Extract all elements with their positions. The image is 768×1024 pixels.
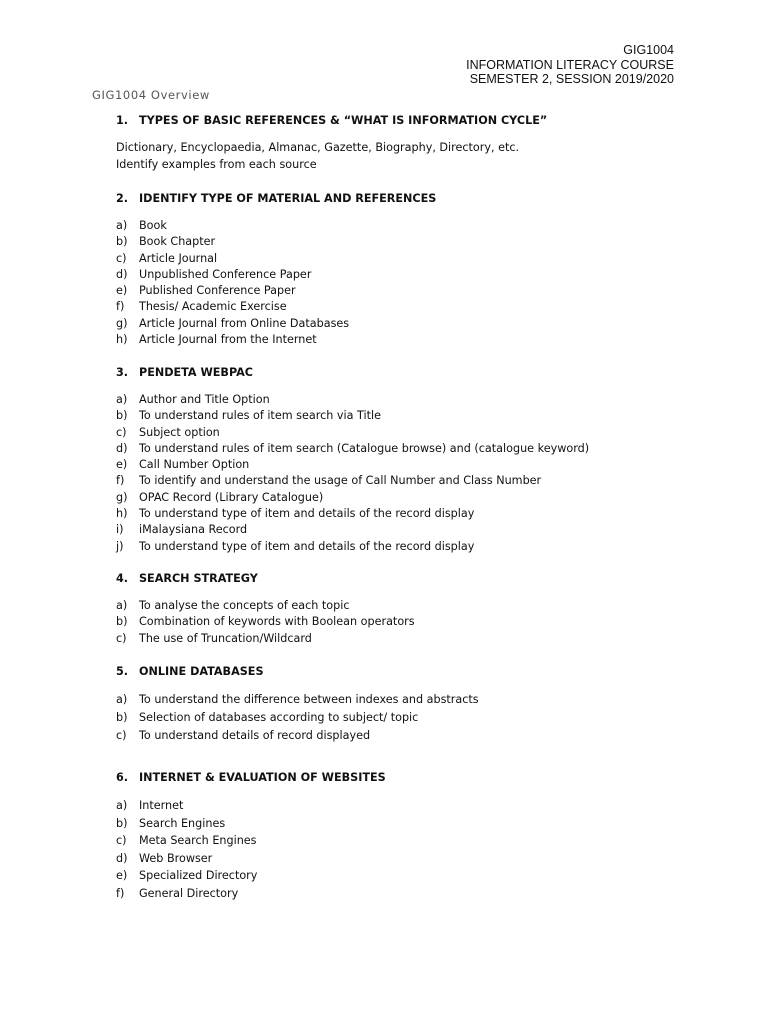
semester-info: SEMESTER 2, SESSION 2019/2020 bbox=[469, 72, 674, 86]
item-letter: d) bbox=[116, 267, 128, 281]
list-item bbox=[116, 283, 436, 299]
list-item bbox=[116, 850, 386, 868]
item-letter: j) bbox=[116, 539, 124, 553]
list-item bbox=[116, 797, 386, 815]
section-heading bbox=[116, 365, 589, 381]
item-letter: g) bbox=[116, 490, 128, 504]
item-letter: c) bbox=[116, 631, 127, 645]
item-text: Specialized Directory bbox=[139, 869, 258, 883]
item-letter: b) bbox=[116, 711, 128, 724]
section-1 bbox=[116, 113, 547, 173]
item-text: To understand type of item and details of the record display bbox=[139, 507, 475, 521]
item-letter: c) bbox=[116, 251, 127, 265]
list-item bbox=[116, 441, 589, 457]
section-title: TYPES OF BASIC REFERENCES & “WHAT IS INFORMATION CYCLE” bbox=[139, 114, 548, 127]
section-title: SEARCH STRATEGY bbox=[139, 572, 258, 585]
item-list bbox=[116, 218, 436, 348]
item-letter: c) bbox=[116, 425, 127, 439]
item-letter: d) bbox=[116, 851, 128, 865]
course-code: GIG1004 bbox=[623, 43, 674, 57]
item-list bbox=[116, 797, 386, 903]
list-item bbox=[116, 490, 589, 506]
list-item bbox=[116, 251, 436, 267]
item-letter: f) bbox=[116, 300, 125, 314]
item-text: To understand rules of item search (Catalogue browse) and (catalogue keyword) bbox=[139, 441, 590, 455]
section-2 bbox=[116, 191, 436, 348]
item-letter: d) bbox=[116, 441, 128, 455]
item-letter: i) bbox=[116, 523, 124, 537]
list-item bbox=[116, 267, 436, 283]
list-item bbox=[116, 425, 589, 441]
item-letter: e) bbox=[116, 284, 128, 298]
item-letter: b) bbox=[116, 615, 128, 629]
item-letter: a) bbox=[116, 693, 128, 706]
item-text: Web Browser bbox=[139, 851, 213, 865]
item-text: Article Journal bbox=[139, 251, 218, 265]
list-item bbox=[116, 332, 436, 348]
section-heading bbox=[116, 770, 386, 786]
section-title: ONLINE DATABASES bbox=[139, 665, 264, 678]
item-letter: f) bbox=[116, 886, 125, 900]
item-letter: f) bbox=[116, 474, 125, 488]
course-name: INFORMATION LITERACY COURSE bbox=[466, 57, 674, 72]
item-text: To analyse the concepts of each topic bbox=[139, 599, 350, 612]
item-text: Selection of databases according to subject/ topic bbox=[139, 711, 419, 724]
item-text: Subject option bbox=[139, 425, 220, 439]
list-item bbox=[116, 506, 589, 522]
list-item bbox=[116, 473, 589, 489]
section-number: 2. bbox=[116, 192, 129, 205]
section-intro bbox=[116, 140, 547, 173]
list-item bbox=[116, 815, 386, 833]
list-item bbox=[116, 218, 436, 234]
list-item bbox=[116, 867, 386, 885]
section-title: PENDETA WEBPAC bbox=[139, 366, 253, 379]
overview-title: GIG1004 Overview bbox=[92, 88, 210, 102]
list-item bbox=[116, 631, 415, 647]
item-text: Internet bbox=[139, 799, 184, 812]
list-item bbox=[116, 539, 589, 555]
item-letter: a) bbox=[116, 599, 128, 612]
item-text: Published Conference Paper bbox=[139, 284, 296, 298]
section-5 bbox=[116, 664, 479, 745]
section-number: 6. bbox=[116, 771, 129, 784]
item-letter: b) bbox=[116, 235, 128, 249]
item-list bbox=[116, 691, 479, 745]
item-list bbox=[116, 598, 415, 647]
item-letter: e) bbox=[116, 869, 128, 883]
item-text: Article Journal from the Internet bbox=[139, 333, 317, 347]
item-text: Author and Title Option bbox=[139, 393, 270, 406]
section-title: INTERNET & EVALUATION OF WEBSITES bbox=[139, 771, 386, 784]
section-number: 4. bbox=[116, 572, 129, 585]
item-letter: h) bbox=[116, 507, 128, 521]
item-text: To understand rules of item search via Title bbox=[139, 409, 381, 423]
item-letter: b) bbox=[116, 816, 128, 830]
item-letter: c) bbox=[116, 729, 127, 742]
item-letter: a) bbox=[116, 799, 128, 812]
list-item bbox=[116, 316, 436, 332]
item-text: Meta Search Engines bbox=[139, 834, 257, 848]
item-text: To understand type of item and details of the record display bbox=[139, 539, 475, 553]
section-6 bbox=[116, 770, 386, 903]
item-text: Article Journal from Online Databases bbox=[139, 316, 350, 330]
item-text: To identify and understand the usage of Call Number and Class Number bbox=[139, 474, 542, 488]
item-letter: b) bbox=[116, 409, 128, 423]
section-number: 3. bbox=[116, 366, 129, 379]
section-number: 5. bbox=[116, 665, 129, 678]
list-item bbox=[116, 691, 479, 709]
list-item bbox=[116, 614, 415, 630]
item-list bbox=[116, 392, 589, 555]
intro-line: Dictionary, Encyclopaedia, Almanac, Gazette, Biography, Directory, etc. bbox=[116, 141, 520, 154]
section-heading bbox=[116, 664, 479, 680]
section-heading bbox=[116, 191, 436, 207]
item-text: Combination of keywords with Boolean operators bbox=[139, 615, 415, 629]
item-text: To understand the difference between indexes and abstracts bbox=[139, 693, 479, 706]
page-header bbox=[466, 43, 674, 87]
item-letter: a) bbox=[116, 219, 128, 232]
item-text: Call Number Option bbox=[139, 458, 250, 472]
intro-line: Identify examples from each source bbox=[116, 157, 317, 171]
item-text: Book bbox=[139, 219, 167, 232]
item-text: Unpublished Conference Paper bbox=[139, 267, 312, 281]
item-text: Search Engines bbox=[139, 816, 226, 830]
item-text: Book Chapter bbox=[139, 235, 216, 249]
item-text: The use of Truncation/Wildcard bbox=[139, 631, 312, 645]
section-title: IDENTIFY TYPE OF MATERIAL AND REFERENCES bbox=[139, 192, 437, 205]
section-number: 1. bbox=[116, 114, 129, 127]
list-item bbox=[116, 408, 589, 424]
item-text: Thesis/ Academic Exercise bbox=[139, 300, 287, 314]
item-text: iMalaysiana Record bbox=[139, 523, 248, 537]
list-item bbox=[116, 457, 589, 473]
section-heading bbox=[116, 571, 415, 587]
item-text: OPAC Record (Library Catalogue) bbox=[139, 490, 324, 504]
section-3 bbox=[116, 365, 589, 555]
list-item bbox=[116, 234, 436, 250]
list-item bbox=[116, 832, 386, 850]
list-item bbox=[116, 727, 479, 745]
item-text: General Directory bbox=[139, 886, 239, 900]
list-item bbox=[116, 885, 386, 903]
item-letter: a) bbox=[116, 393, 128, 406]
list-item bbox=[116, 522, 589, 538]
list-item bbox=[116, 299, 436, 315]
list-item bbox=[116, 709, 479, 727]
list-item bbox=[116, 392, 589, 408]
section-4 bbox=[116, 571, 415, 647]
item-letter: h) bbox=[116, 333, 128, 347]
list-item bbox=[116, 598, 415, 614]
item-letter: e) bbox=[116, 458, 128, 472]
item-letter: g) bbox=[116, 316, 128, 330]
item-letter: c) bbox=[116, 834, 127, 848]
item-text: To understand details of record displayed bbox=[139, 729, 371, 742]
section-heading bbox=[116, 113, 547, 129]
